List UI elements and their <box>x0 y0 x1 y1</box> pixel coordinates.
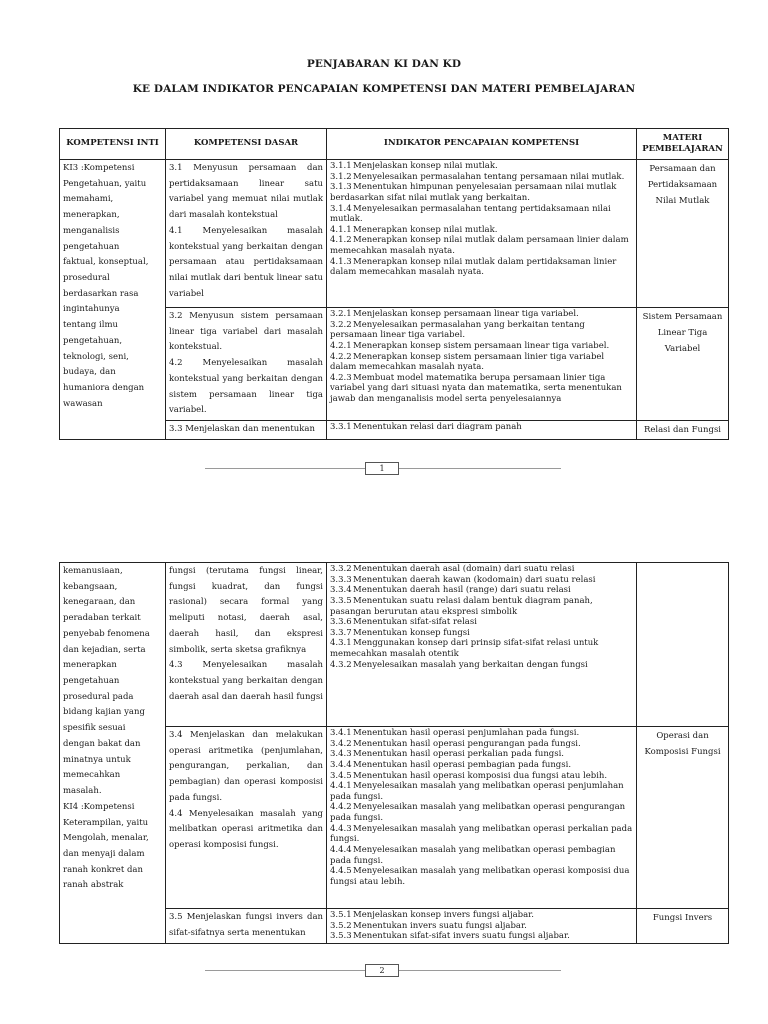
ki-line: ingintahunya <box>63 304 120 315</box>
indicator-text: Menentukan relasi dari diagram panah <box>353 422 522 433</box>
cell-kompetensi-dasar <box>166 909 327 944</box>
indicator-item <box>330 739 633 750</box>
cell-indikator <box>327 727 637 909</box>
indicator-item <box>330 866 633 887</box>
materi-line: Variabel <box>664 344 701 355</box>
indicator-number: 4.4.4 <box>330 844 352 855</box>
indicator-number: 4.1.1 <box>330 224 352 235</box>
indicator-item <box>330 225 633 236</box>
materi-line: Persamaan dan <box>649 164 716 174</box>
ki-line: Mengolah, menalar, <box>63 833 149 844</box>
ki-line: Pengetahuan, yaitu <box>63 178 147 189</box>
indicator-item <box>330 320 633 341</box>
kd-item: 3.4 Menjelaskan dan melakukan operasi aritmetika (penjumlahan, pengurangan, perkalian, dan pembagian) dan operasi komposisi pada fungsi. <box>169 730 323 803</box>
ki-line: Keterampilan, yaitu <box>63 817 149 828</box>
indicator-item <box>330 638 633 659</box>
cell-kompetensi-dasar <box>166 308 327 421</box>
indicator-number: 3.3.6 <box>330 617 352 628</box>
header-kompetensi-inti: KOMPETENSI INTI <box>60 129 166 160</box>
document-page-1 <box>0 0 768 490</box>
header-materi: MATERI PEMBELAJARAN <box>637 129 729 160</box>
kd-item: 4.1 Menyelesaikan masalah kontekstual yang berkaitan dengan persamaan atau pertidaksamaan nilai mutlak dari bentuk linear satu variabel <box>169 225 323 299</box>
indicator-text: Menyelesaikan masalah yang berkaitan dengan fungsi <box>353 659 588 670</box>
ki-line: pengetahuan <box>63 676 120 687</box>
document-title: PENJABARAN KI DAN KD <box>306 58 462 70</box>
page-number-label: 1 <box>365 462 399 475</box>
indicator-item <box>330 802 633 823</box>
indicator-item <box>330 309 633 320</box>
cell-kompetensi-inti <box>60 563 166 944</box>
cell-indikator <box>327 421 637 440</box>
indicator-item <box>330 257 633 278</box>
materi-line: Operasi dan <box>656 731 709 741</box>
ki-line: peradaban terkait <box>63 613 141 624</box>
cell-materi <box>637 308 729 421</box>
indicator-item <box>330 172 633 183</box>
indicator-number: 3.4.2 <box>330 738 352 749</box>
ki-line: dengan bakat dan <box>63 738 141 749</box>
indicator-text: Menyelesaikan masalah yang melibatkan operasi komposisi dua fungsi atau lebih. <box>330 866 630 887</box>
indicator-number: 3.4.1 <box>330 728 352 738</box>
ki-line: humaniora dengan <box>63 383 145 394</box>
indicator-item <box>330 204 633 225</box>
ki-line: dan menyaji dalam <box>63 848 145 859</box>
materi-line: Pertidaksamaan <box>647 180 718 191</box>
ki-line: memecahkan <box>63 770 121 781</box>
indicator-number: 3.4.4 <box>330 759 352 770</box>
page-number-label: 2 <box>365 964 399 977</box>
ki-line: berdasarkan rasa <box>63 288 139 299</box>
indicator-item <box>330 728 633 739</box>
indicator-item <box>330 564 633 575</box>
cell-materi <box>637 563 729 727</box>
kd-item: fungsi (terutama fungsi linear, fungsi kuadrat, dan fungsi rasional) secara formal yang meliputi notasi, daerah asal, daerah hasil, dan ekspresi simbolik, serta sketsa grafiknya <box>169 566 323 655</box>
page-number-1 <box>205 462 561 474</box>
indicator-item <box>330 931 633 942</box>
indicator-number: 3.4.3 <box>330 749 352 760</box>
indicator-text: Menerapkan konsep sistem persamaan linear tiga variabel. <box>353 340 610 351</box>
ki-line: spesifik sesuai <box>63 723 126 734</box>
indicator-text: Menentukan daerah asal (domain) dari suatu relasi <box>353 564 575 574</box>
indicator-number: 3.2.2 <box>330 319 352 330</box>
indicator-text: Menjelaskan konsep persamaan linear tiga variabel. <box>353 309 579 319</box>
ki-line: dan kejadian, serta <box>63 644 146 655</box>
cell-kompetensi-dasar <box>166 727 327 909</box>
indicator-number: 4.2.2 <box>330 351 352 362</box>
materi-line: Komposisi Fungsi <box>644 747 721 758</box>
cell-kompetensi-dasar <box>166 160 327 308</box>
indicator-text: Menerapkan konsep nilai mutlak. <box>353 224 498 235</box>
ki-line: wawasan <box>63 398 103 409</box>
indicator-text: Menentukan daerah kawan (kodomain) dari suatu relasi <box>353 574 596 585</box>
indicator-text: Menentukan sifat-sifat invers suatu fungsi aljabar. <box>353 931 570 942</box>
page-number-2 <box>205 964 561 976</box>
indicator-number: 4.2.3 <box>330 372 352 383</box>
indicator-text: Menggunakan konsep dari prinsip sifat-sifat relasi untuk memecahkan masalah otentik <box>330 638 599 659</box>
indicator-text: Menentukan hasil operasi komposisi dua fungsi atau lebih. <box>353 770 608 781</box>
indicator-item <box>330 628 633 639</box>
kd-item: 3.1 Menyusun persamaan dan pertidaksamaan linear satu variabel yang memuat nilai mutlak dari masalah kontekstual <box>169 163 323 221</box>
indicator-item <box>330 921 633 932</box>
materi-line: Linear Tiga <box>657 328 708 339</box>
indicator-text: Menyelesaikan masalah yang melibatkan operasi pengurangan pada fungsi. <box>330 802 626 823</box>
indicator-number: 3.1.4 <box>330 203 352 214</box>
ki-line: penyebab fenomena <box>63 628 150 639</box>
indicator-item <box>330 781 633 802</box>
header-kompetensi-dasar: KOMPETENSI DASAR <box>166 129 327 160</box>
indicator-item <box>330 182 633 203</box>
indicator-text: Menerapkan konsep nilai mutlak dalam pertidaksaman linier dalam memecahkan masalah nyata. <box>330 256 617 278</box>
kd-item: 3.2 Menyusun sistem persamaan linear tiga variabel dari masalah kontekstual. <box>169 311 323 353</box>
indicator-text: Menentukan himpunan penyelesaian persamaan nilai mutlak berdasarkan sifat nilai mutlak yang berkaitan. <box>330 182 617 203</box>
indicator-text: Menyelesaikan permasalahan tentang persamaan nilai mutlak. <box>353 171 625 182</box>
indicator-item <box>330 910 633 921</box>
ki-line: menerapkan, <box>63 210 120 221</box>
indicator-text: Menentukan hasil operasi penjumlahan pada fungsi. <box>353 728 580 738</box>
indicator-text: Menentukan konsep fungsi <box>353 627 470 638</box>
indicator-item <box>330 749 633 760</box>
ki-line: kebangsaan, <box>63 581 118 592</box>
competency-table-page-1 <box>59 128 729 440</box>
cell-kompetensi-inti <box>60 160 166 440</box>
ki-line: minatnya untuk <box>63 754 131 765</box>
indicator-number: 4.4.1 <box>330 781 352 792</box>
cell-materi <box>637 421 729 440</box>
indicator-number: 3.3.5 <box>330 595 352 606</box>
indicator-number: 3.1.3 <box>330 182 352 193</box>
ki-line: pengetahuan <box>63 241 120 252</box>
ki-line: kemanusiaan, <box>63 566 123 576</box>
indicator-text: Menentukan daerah hasil (range) dari suatu relasi <box>353 585 571 596</box>
indicator-item <box>330 235 633 256</box>
indicator-number: 3.5.3 <box>330 931 352 942</box>
kd-item: 4.2 Menyelesaikan masalah kontekstual yang berkaitan dengan sistem persamaan linear tiga variabel. <box>169 358 323 416</box>
indicator-number: 4.3.1 <box>330 638 352 649</box>
indicator-item <box>330 771 633 782</box>
ki-line: memahami, <box>63 194 114 205</box>
cell-materi <box>637 909 729 944</box>
indicator-text: Menentukan suatu relasi dalam bentuk diagram panah, pasangan berurutan atau ekspresi simbolik <box>330 595 593 617</box>
document-subtitle: KE DALAM INDIKATOR PENCAPAIAN KOMPETENSI DAN MATERI PEMBELAJARAN <box>132 83 636 95</box>
cell-indikator <box>327 909 637 944</box>
ki-line: menganalisis <box>63 225 120 236</box>
header-indikator: INDIKATOR PENCAPAIAN KOMPETENSI <box>327 129 637 160</box>
ki-line: budaya, dan <box>63 367 116 378</box>
ki-line: pengetahuan, <box>63 335 123 346</box>
indicator-item <box>330 824 633 845</box>
indicator-number: 3.4.5 <box>330 770 352 781</box>
indicator-text: Menentukan hasil operasi perkalian pada fungsi. <box>353 749 565 760</box>
indicator-number: 3.1.2 <box>330 171 352 182</box>
materi-line: Sistem Persamaan <box>642 312 723 322</box>
table-header-row <box>60 129 729 160</box>
indicator-text: Menentukan hasil operasi pembagian pada fungsi. <box>353 759 572 770</box>
indicator-text: Menentukan hasil operasi pengurangan pada fungsi. <box>353 738 581 749</box>
ki-line: tentang ilmu <box>63 320 118 331</box>
cell-materi <box>637 727 729 909</box>
indicator-text: Menerapkan konsep sistem persamaan linier tiga variabel dalam memecahkan masalah nyata. <box>330 351 605 373</box>
indicator-text: Menentukan invers suatu fungsi aljabar. <box>353 920 527 931</box>
indicator-text: Menyelesaikan masalah yang melibatkan operasi penjumlahan pada fungsi. <box>330 781 624 802</box>
table-row <box>60 160 729 308</box>
indicator-item <box>330 341 633 352</box>
indicator-number: 3.3.1 <box>330 422 352 433</box>
indicator-text: Menerapkan konsep nilai mutlak dalam persamaan linier dalam memecahkan masalah nyata. <box>330 235 629 256</box>
ki-line: KI4 :Kompetensi <box>63 801 135 812</box>
ki-line: prosedural <box>63 273 110 284</box>
indicator-item <box>330 575 633 586</box>
cell-indikator <box>327 308 637 421</box>
materi-line: Nilai Mutlak <box>655 196 710 207</box>
indicator-text: Menjelaskan konsep invers fungsi aljabar. <box>353 910 534 920</box>
ki-line: kenegaraan, dan <box>63 597 136 608</box>
indicator-number: 3.1.1 <box>330 161 352 171</box>
indicator-text: Menentukan sifat-sifat relasi <box>353 617 477 628</box>
indicator-number: 3.2.1 <box>330 309 352 319</box>
materi-line: Relasi dan Fungsi <box>643 425 722 436</box>
ki-line: KI3 :Kompetensi <box>63 163 135 173</box>
indicator-number: 3.3.2 <box>330 564 352 574</box>
indicator-item <box>330 760 633 771</box>
indicator-item <box>330 373 633 405</box>
indicator-text: Menjelaskan konsep nilai mutlak. <box>353 161 498 171</box>
cell-indikator <box>327 160 637 308</box>
indicator-text: Membuat model matematika berupa persamaan linier tiga variabel yang dari situasi nyata dan matematika, serta menentukan jawab dan menganalisis model serta penyelesaiannya <box>330 372 622 404</box>
indicator-number: 4.1.2 <box>330 235 352 246</box>
indicator-number: 3.3.7 <box>330 627 352 638</box>
ki-line: prosedural pada <box>63 691 134 702</box>
page-gap <box>0 490 768 530</box>
competency-table-page-2 <box>59 562 729 944</box>
indicator-item <box>330 585 633 596</box>
kd-item: 4.4 Menyelesaikan masalah yang melibatkan operasi aritmetika dan operasi komposisi fungsi. <box>169 808 323 851</box>
kd-item: 3.3 Menjelaskan dan menentukan <box>169 424 315 435</box>
indicator-number: 4.4.3 <box>330 823 352 834</box>
cell-materi <box>637 160 729 308</box>
kd-item: 3.5 Menjelaskan fungsi invers dan sifat-sifatnya serta menentukan <box>169 912 323 938</box>
indicator-number: 4.1.3 <box>330 256 352 267</box>
indicator-number: 4.2.1 <box>330 340 352 351</box>
indicator-text: Menyelesaikan masalah yang melibatkan operasi pembagian pada fungsi. <box>330 844 616 866</box>
ki-line: masalah. <box>63 786 102 797</box>
indicator-number: 3.5.2 <box>330 920 352 931</box>
cell-kompetensi-dasar <box>166 563 327 727</box>
indicator-item <box>330 617 633 628</box>
table-row <box>60 563 729 727</box>
document-page-2 <box>0 530 768 1024</box>
indicator-number: 3.3.4 <box>330 585 352 596</box>
indicator-item <box>330 422 633 433</box>
indicator-number: 4.4.2 <box>330 802 352 813</box>
indicator-number: 4.4.5 <box>330 866 352 877</box>
ki-line: faktual, konseptual, <box>63 257 149 268</box>
indicator-item <box>330 845 633 866</box>
indicator-item <box>330 352 633 373</box>
ki-line: teknologi, seni, <box>63 351 129 362</box>
ki-line: bidang kajian yang <box>63 707 145 718</box>
cell-kompetensi-dasar <box>166 421 327 440</box>
ki-line: ranah abstrak <box>63 880 124 891</box>
ki-line: ranah konkret dan <box>63 864 143 875</box>
indicator-text: Menyelesaikan masalah yang melibatkan operasi perkalian pada fungsi. <box>330 823 633 845</box>
indicator-number: 3.5.1 <box>330 910 352 920</box>
indicator-number: 4.3.2 <box>330 659 352 670</box>
indicator-item <box>330 596 633 617</box>
indicator-item <box>330 161 633 172</box>
indicator-item <box>330 660 633 671</box>
indicator-number: 3.3.3 <box>330 574 352 585</box>
materi-line: Fungsi Invers <box>652 913 713 923</box>
ki-line: menerapkan <box>63 660 117 671</box>
kd-item: 4.3 Menyelesaikan masalah kontekstual yang berkaitan dengan daerah asal dan daerah hasil fungsi <box>169 660 323 702</box>
indicator-text: Menyelesaikan permasalahan tentang pertidaksamaan nilai mutlak. <box>330 203 611 225</box>
cell-indikator <box>327 563 637 727</box>
indicator-text: Menyelesaikan permasalahan yang berkaitan tentang persamaan linear tiga variabel. <box>330 319 585 341</box>
